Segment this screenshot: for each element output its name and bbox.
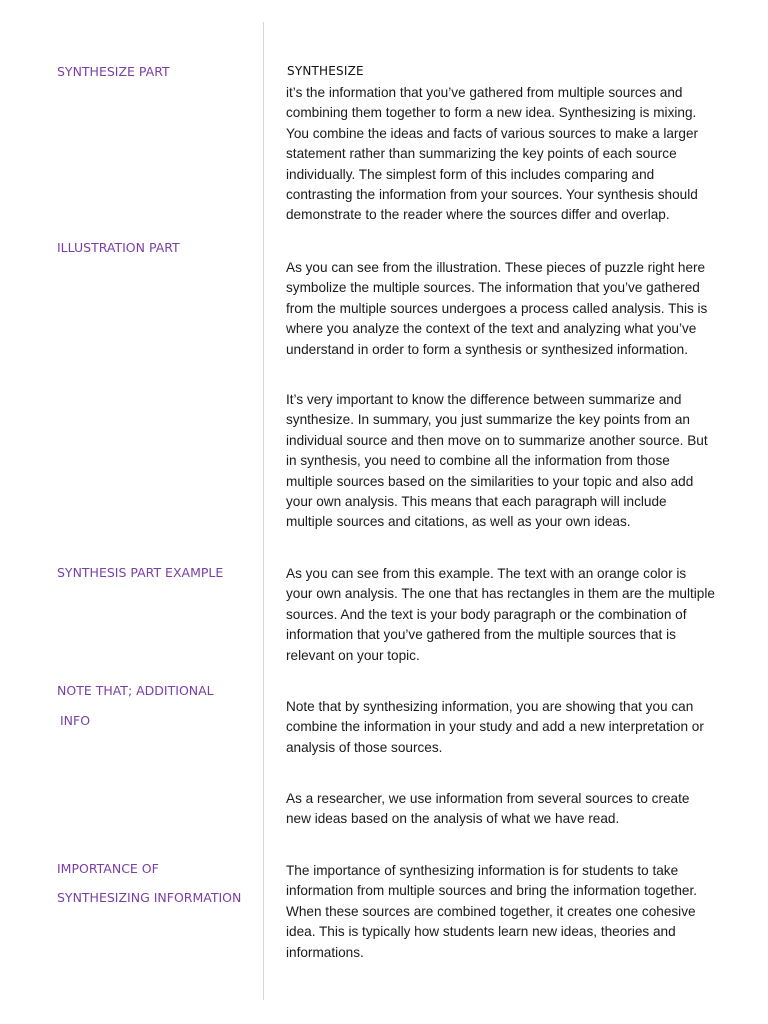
label-note-that-line2: INFO	[60, 713, 91, 728]
paragraph-line: in synthesis, you need to combine all the information from those	[286, 453, 670, 469]
paragraph-line: When these sources are combined together, it creates one cohesive	[286, 903, 696, 919]
paragraph-line: understand in order to form a synthesis or synthesized information.	[286, 341, 688, 357]
paragraph-line: combine the information in your study and add a new interpretation or	[286, 719, 704, 735]
paragraph-line: The importance of synthesizing information is for students to take	[286, 863, 679, 878]
paragraph-line: synthesize. In summary, you just summarize the key points from an	[286, 412, 690, 428]
paragraph-line: individual source and then move on to summarize another source. But	[286, 432, 708, 448]
paragraph-line: relevant on your topic.	[286, 647, 420, 663]
label-importance-line1: IMPORTANCE OF	[57, 861, 159, 876]
paragraph-line: information that you’ve gathered from the multiple sources that is	[286, 627, 676, 643]
paragraph-line: multiple sources based on the similarities to your topic and also add	[286, 473, 694, 489]
paragraph-line: idea. This is typically how students learn new ideas, theories and	[286, 924, 676, 940]
section-heading-synthesize: SYNTHESIZE	[287, 64, 364, 78]
paragraph-line: individually. The simplest form of this includes comparing and	[286, 166, 655, 182]
paragraph-line: where you analyze the context of the text and analyzing what you’ve	[286, 321, 697, 337]
paragraph-line: It’s very important to know the difference between summarize and	[286, 392, 682, 407]
paragraph-line: your own analysis. This means that each paragraph will include	[286, 494, 667, 510]
paragraph-line: symbolize the multiple sources. The information that you’ve gathered	[286, 280, 700, 296]
column-divider	[263, 22, 264, 1000]
paragraph-line: information from multiple sources and bring the information together.	[286, 883, 698, 899]
paragraph-line: statement rather than summarizing the key points of each source	[286, 146, 677, 162]
paragraph-line: multiple sources and citations, as well as your own ideas.	[286, 514, 631, 530]
paragraph-note	[286, 697, 726, 758]
paragraph-line: contrasting the information from your sources. Your synthesis should	[286, 187, 698, 203]
paragraph-line: Note that by synthesizing information, you are showing that you can	[286, 699, 694, 714]
paragraph-importance	[286, 861, 726, 963]
paragraph-line: your own analysis. The one that has rectangles in them are the multiple	[286, 586, 715, 602]
paragraph-line: As you can see from this example. The text with an orange color is	[286, 566, 687, 581]
label-importance-line2: SYNTHESIZING INFORMATION	[57, 890, 242, 905]
paragraph-line: As a researcher, we use information from several sources to create	[286, 791, 690, 806]
paragraph-line: demonstrate to the reader where the sources differ and overlap.	[286, 207, 670, 223]
paragraph-example	[286, 564, 726, 666]
paragraph-line: analysis of those sources.	[286, 739, 443, 755]
paragraph-line: new ideas based on the analysis of what we have read.	[286, 811, 620, 827]
paragraph-line: it’s the information that you’ve gathered from multiple sources and	[286, 85, 683, 100]
label-synthesize-part: SYNTHESIZE PART	[57, 64, 170, 79]
paragraph-researcher	[286, 789, 726, 830]
label-synthesis-part-example: SYNTHESIS PART EXAMPLE	[57, 565, 224, 580]
paragraph-line: informations.	[286, 944, 364, 960]
paragraph-line: sources. And the text is your body paragraph or the combination of	[286, 606, 687, 622]
paragraph-line: from the multiple sources undergoes a process called analysis. This is	[286, 300, 708, 316]
paragraph-illustration	[286, 258, 726, 360]
label-note-that-line1: NOTE THAT; ADDITIONAL	[57, 683, 214, 698]
paragraph-line: As you can see from the illustration. These pieces of puzzle right here	[286, 260, 706, 275]
paragraph-line: combining them together to form a new idea. Synthesizing is mixing.	[286, 105, 697, 121]
label-illustration-part: ILLUSTRATION PART	[57, 240, 180, 255]
paragraph-summary-vs-synthesis	[286, 390, 726, 533]
paragraph-line: You combine the ideas and facts of various sources to make a larger	[286, 125, 699, 141]
paragraph-synthesize-definition	[286, 83, 726, 226]
